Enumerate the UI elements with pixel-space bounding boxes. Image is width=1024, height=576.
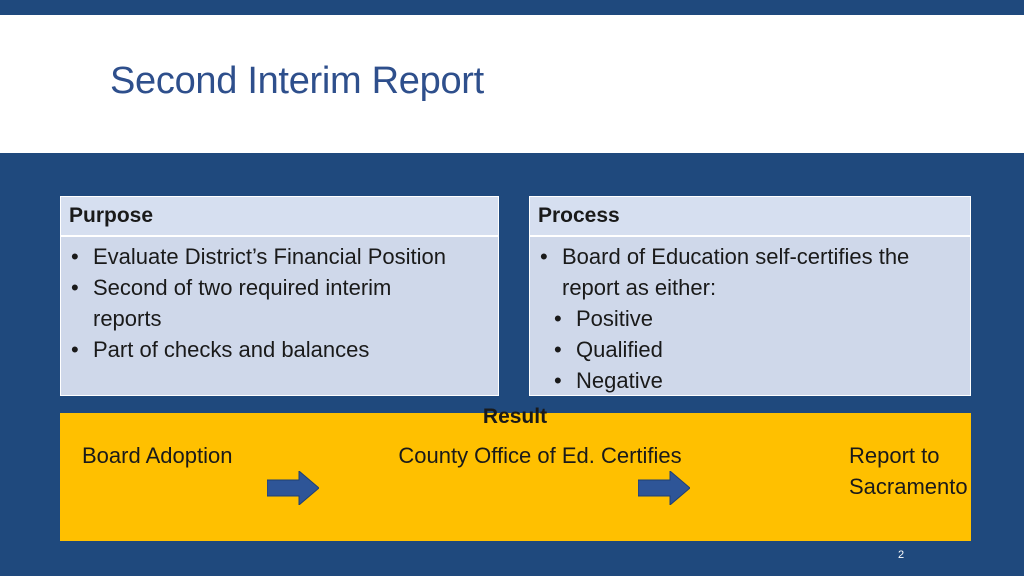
purpose-heading: Purpose	[61, 197, 498, 237]
option-negative: • Negative	[538, 365, 960, 396]
right-arrow-icon	[267, 471, 319, 505]
process-heading: Process	[530, 197, 970, 237]
option-positive: • Positive	[538, 303, 960, 334]
step-board-adoption: Board Adoption	[82, 443, 233, 468]
result-box	[60, 413, 971, 541]
purpose-panel	[60, 196, 499, 396]
right-arrow-icon	[638, 471, 690, 505]
process-panel	[529, 196, 971, 396]
list-item: • Second of two required interim reports	[69, 272, 433, 334]
list-item: • Evaluate District’s Financial Position	[69, 241, 488, 272]
page-number: 2	[898, 549, 905, 561]
purpose-list	[69, 241, 488, 365]
process-options	[538, 303, 960, 396]
list-item: • Part of checks and balances	[69, 334, 488, 365]
step-county-certifies: County Office of Ed. Certifies	[398, 443, 682, 468]
slide-title: Second Interim Report	[110, 60, 484, 102]
process-list	[538, 241, 960, 303]
list-item: • Board of Education self-certifies the report as either:	[538, 241, 942, 303]
result-label: Result	[482, 405, 548, 428]
step-report-to-sacramento: Report to Sacramento	[849, 443, 968, 499]
option-qualified: • Qualified	[538, 334, 960, 365]
